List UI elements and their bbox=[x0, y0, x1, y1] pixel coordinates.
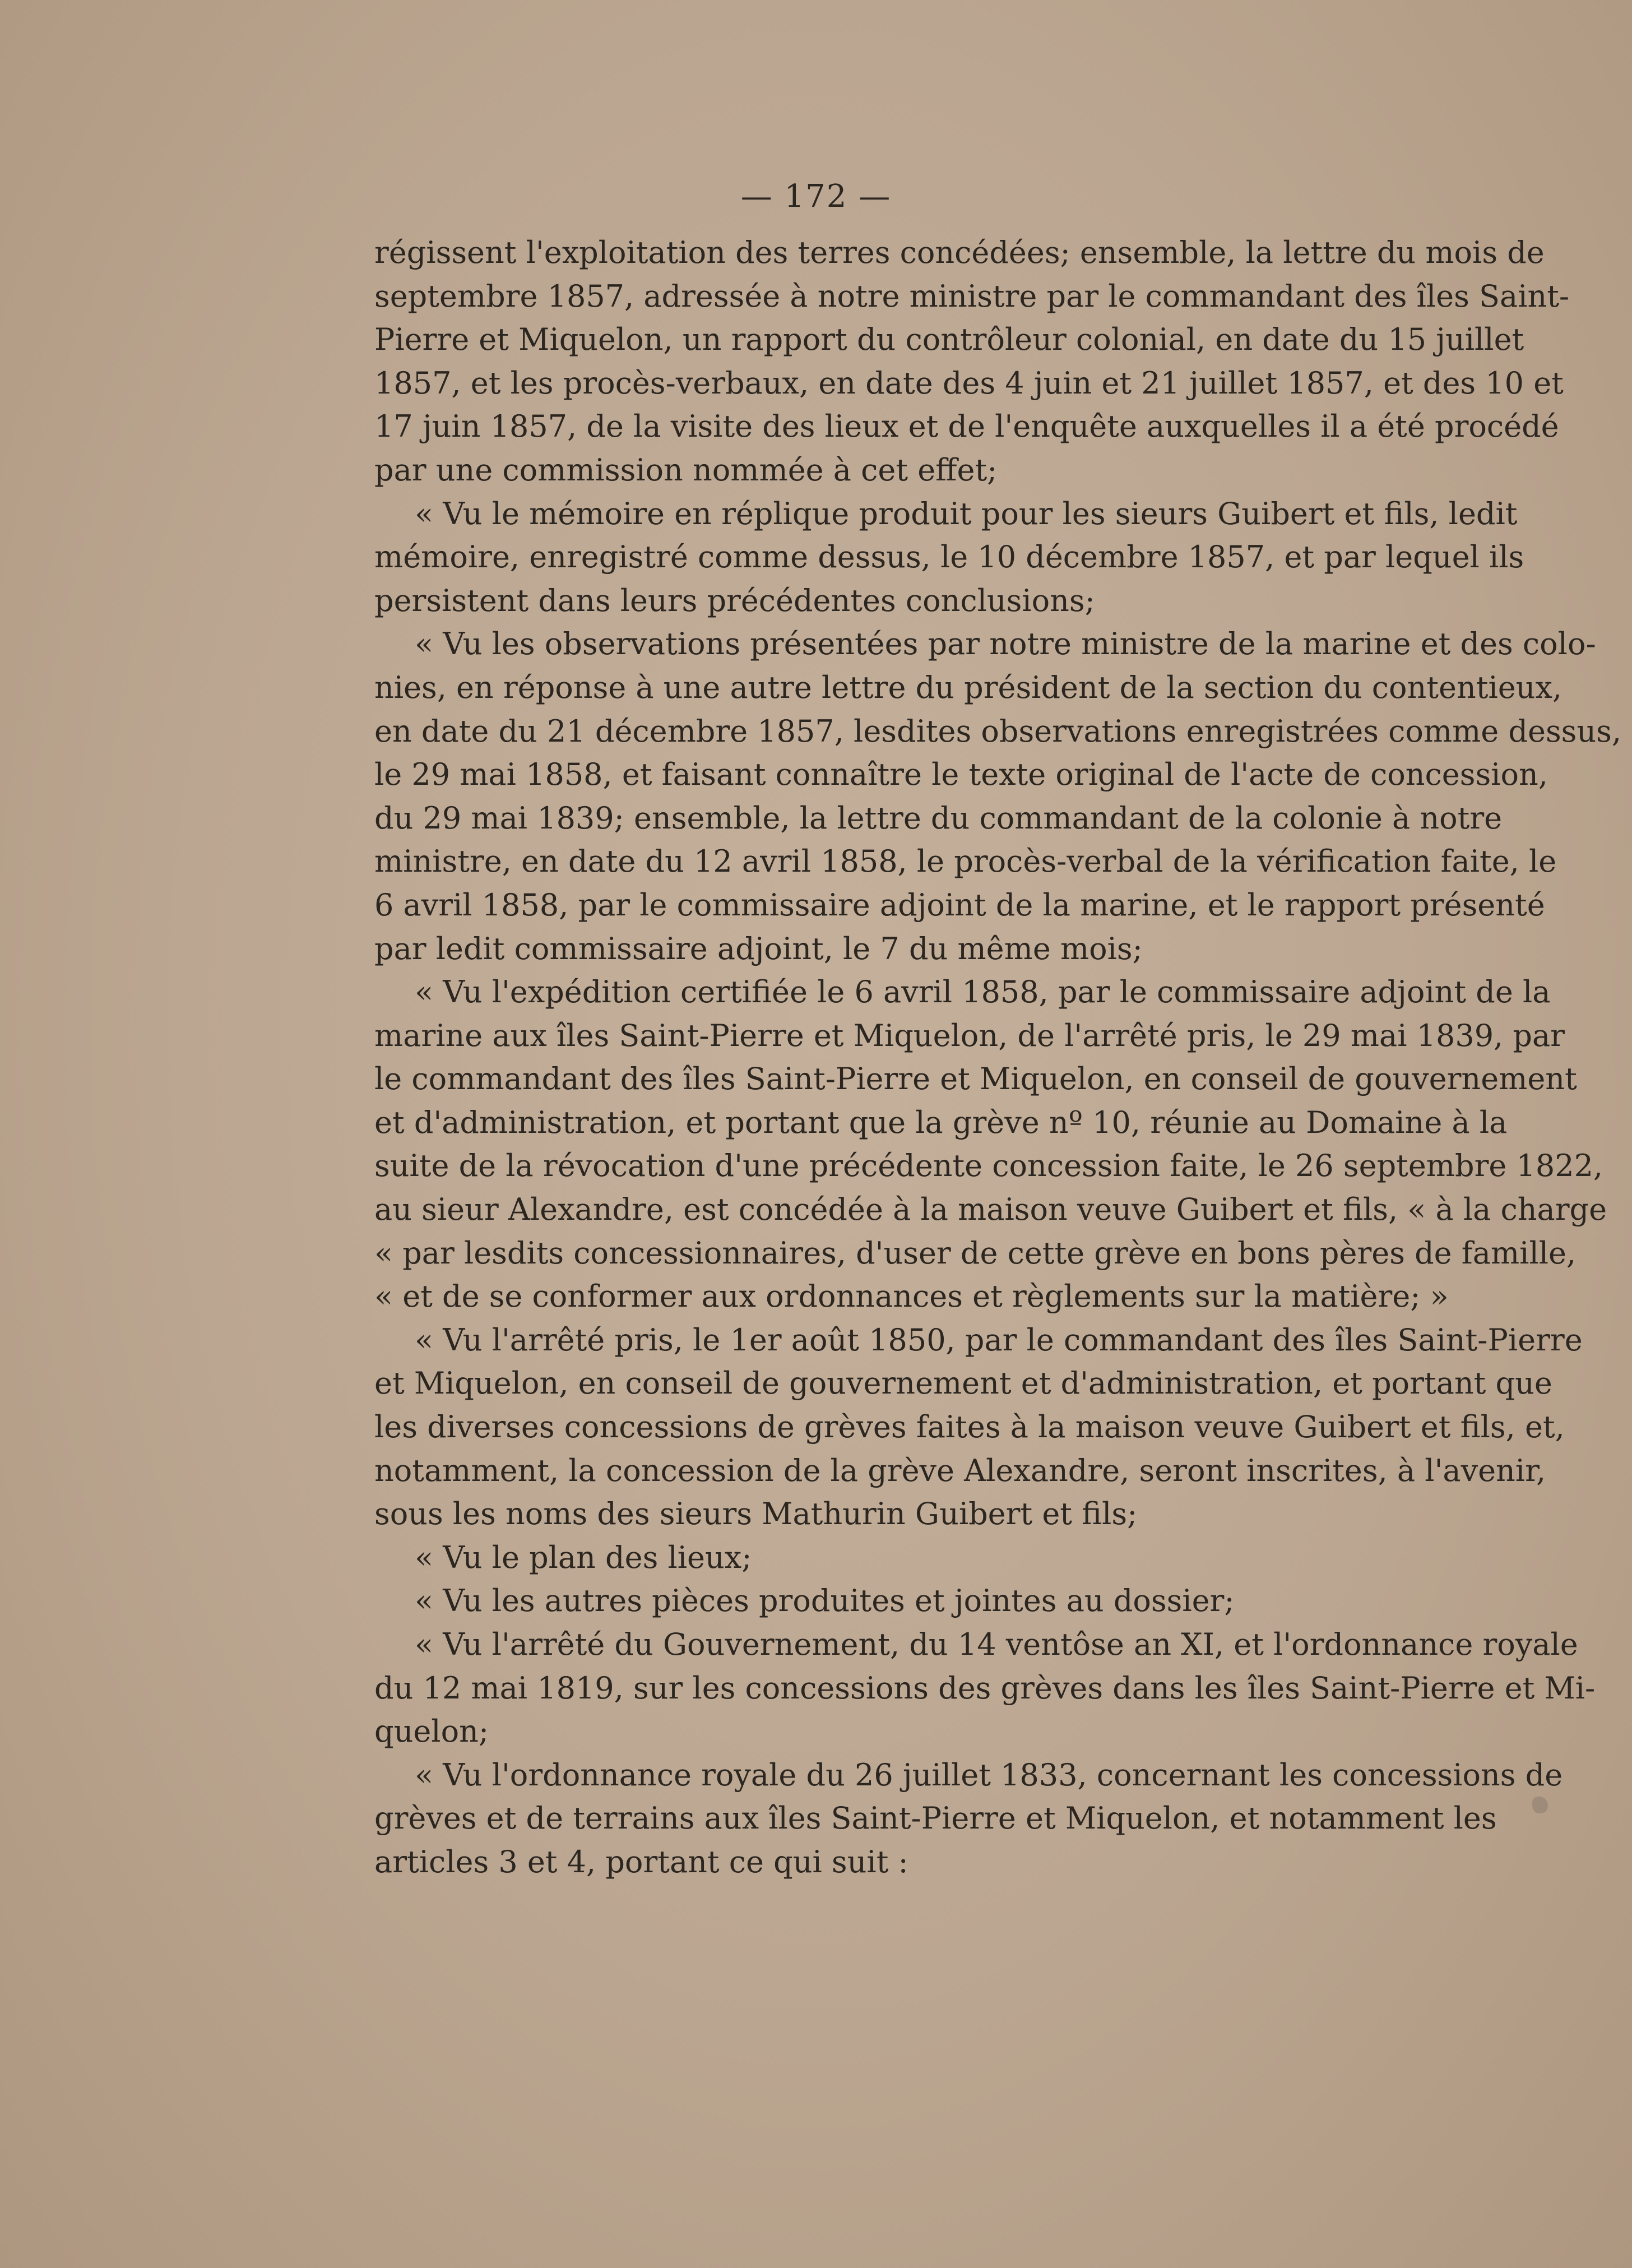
text-line: grèves et de terrains aux îles Saint-Pierre et Miquelon, et notamment les bbox=[374, 1800, 1497, 1836]
text-line: 1857, et les procès-verbaux, en date des 4 juin et 21 juillet 1857, et des 10 et bbox=[374, 365, 1564, 401]
text-line: « Vu le plan des lieux; bbox=[415, 1539, 752, 1575]
body-text bbox=[374, 231, 1622, 1884]
text-line: Pierre et Miquelon, un rapport du contrôleur colonial, en date du 15 juillet bbox=[374, 322, 1524, 358]
text-line: marine aux îles Saint-Pierre et Miquelon, de l'arrêté pris, le 29 mai 1839, par bbox=[374, 1017, 1565, 1053]
text-line: le 29 mai 1858, et faisant connaître le texte original de l'acte de concession, bbox=[374, 757, 1548, 793]
text-line: « Vu le mémoire en réplique produit pour les sieurs Guibert et fils, ledit bbox=[415, 496, 1518, 531]
text-line: et Miquelon, en conseil de gouvernement et d'administration, et portant que bbox=[374, 1366, 1552, 1401]
text-line: 17 juin 1857, de la visite des lieux et de l'enquête auxquelles il a été procédé bbox=[374, 409, 1559, 445]
text-line: ministre, en date du 12 avril 1858, le procès-verbal de la vérification faite, le bbox=[374, 844, 1557, 880]
text-line: les diverses concessions de grèves faites à la maison veuve Guibert et fils, et, bbox=[374, 1409, 1565, 1445]
text-line: quelon; bbox=[374, 1714, 489, 1749]
text-line: du 12 mai 1819, sur les concessions des grèves dans les îles Saint-Pierre et Mi- bbox=[374, 1670, 1596, 1706]
text-line: persistent dans leurs précédentes conclusions; bbox=[374, 582, 1095, 618]
text-line: articles 3 et 4, portant ce qui suit : bbox=[374, 1844, 908, 1880]
text-line: mémoire, enregistré comme dessus, le 10 décembre 1857, et par lequel ils bbox=[374, 539, 1524, 575]
text-line: septembre 1857, adressée à notre ministre par le commandant des îles Saint- bbox=[374, 278, 1570, 314]
page-number: — 172 — bbox=[740, 178, 892, 215]
text-line: « Vu l'ordonnance royale du 26 juillet 1833, concernant les concessions de bbox=[415, 1757, 1563, 1793]
text-line: 6 avril 1858, par le commissaire adjoint de la marine, et le rapport présenté bbox=[374, 887, 1545, 923]
text-line: « Vu les observations présentées par notre ministre de la marine et des colo- bbox=[415, 626, 1596, 662]
text-line: sous les noms des sieurs Mathurin Guibert et fils; bbox=[374, 1496, 1138, 1532]
text-line: « Vu l'arrêté du Gouvernement, du 14 ventôse an XI, et l'ordonnance royale bbox=[415, 1627, 1578, 1662]
text-line: au sieur Alexandre, est concédée à la maison veuve Guibert et fils, « à la charge bbox=[374, 1192, 1607, 1228]
text-line: le commandant des îles Saint-Pierre et Miquelon, en conseil de gouvernement bbox=[374, 1061, 1577, 1097]
text-line: régissent l'exploitation des terres concédées; ensemble, la lettre du mois de bbox=[374, 235, 1545, 270]
text-line: « par lesdits concessionnaires, d'user de cette grève en bons pères de famille, bbox=[374, 1235, 1577, 1271]
text-line: nies, en réponse à une autre lettre du président de la section du contentieux, bbox=[374, 669, 1563, 705]
text-line: en date du 21 décembre 1857, lesdites observations enregistrées comme dessus, bbox=[374, 713, 1622, 749]
text-line: « et de se conformer aux ordonnances et règlements sur la matière; » bbox=[374, 1279, 1449, 1314]
text-line: « Vu les autres pièces produites et jointes au dossier; bbox=[415, 1583, 1235, 1619]
text-line: suite de la révocation d'une précédente concession faite, le 26 septembre 1822, bbox=[374, 1148, 1603, 1184]
text-line: « Vu l'arrêté pris, le 1er août 1850, par le commandant des îles Saint-Pierre bbox=[415, 1322, 1583, 1358]
text-line: « Vu l'expédition certifiée le 6 avril 1858, par le commissaire adjoint de la bbox=[415, 974, 1551, 1010]
text-line: par une commission nommée à cet effet; bbox=[374, 452, 998, 488]
text-line: et d'administration, et portant que la grève nº 10, réunie au Domaine à la bbox=[374, 1104, 1508, 1140]
text-line: notamment, la concession de la grève Alexandre, seront inscrites, à l'avenir, bbox=[374, 1452, 1546, 1488]
ink-stain bbox=[1532, 1797, 1548, 1813]
text-line: du 29 mai 1839; ensemble, la lettre du commandant de la colonie à notre bbox=[374, 800, 1503, 836]
text-line: par ledit commissaire adjoint, le 7 du même mois; bbox=[374, 931, 1143, 966]
